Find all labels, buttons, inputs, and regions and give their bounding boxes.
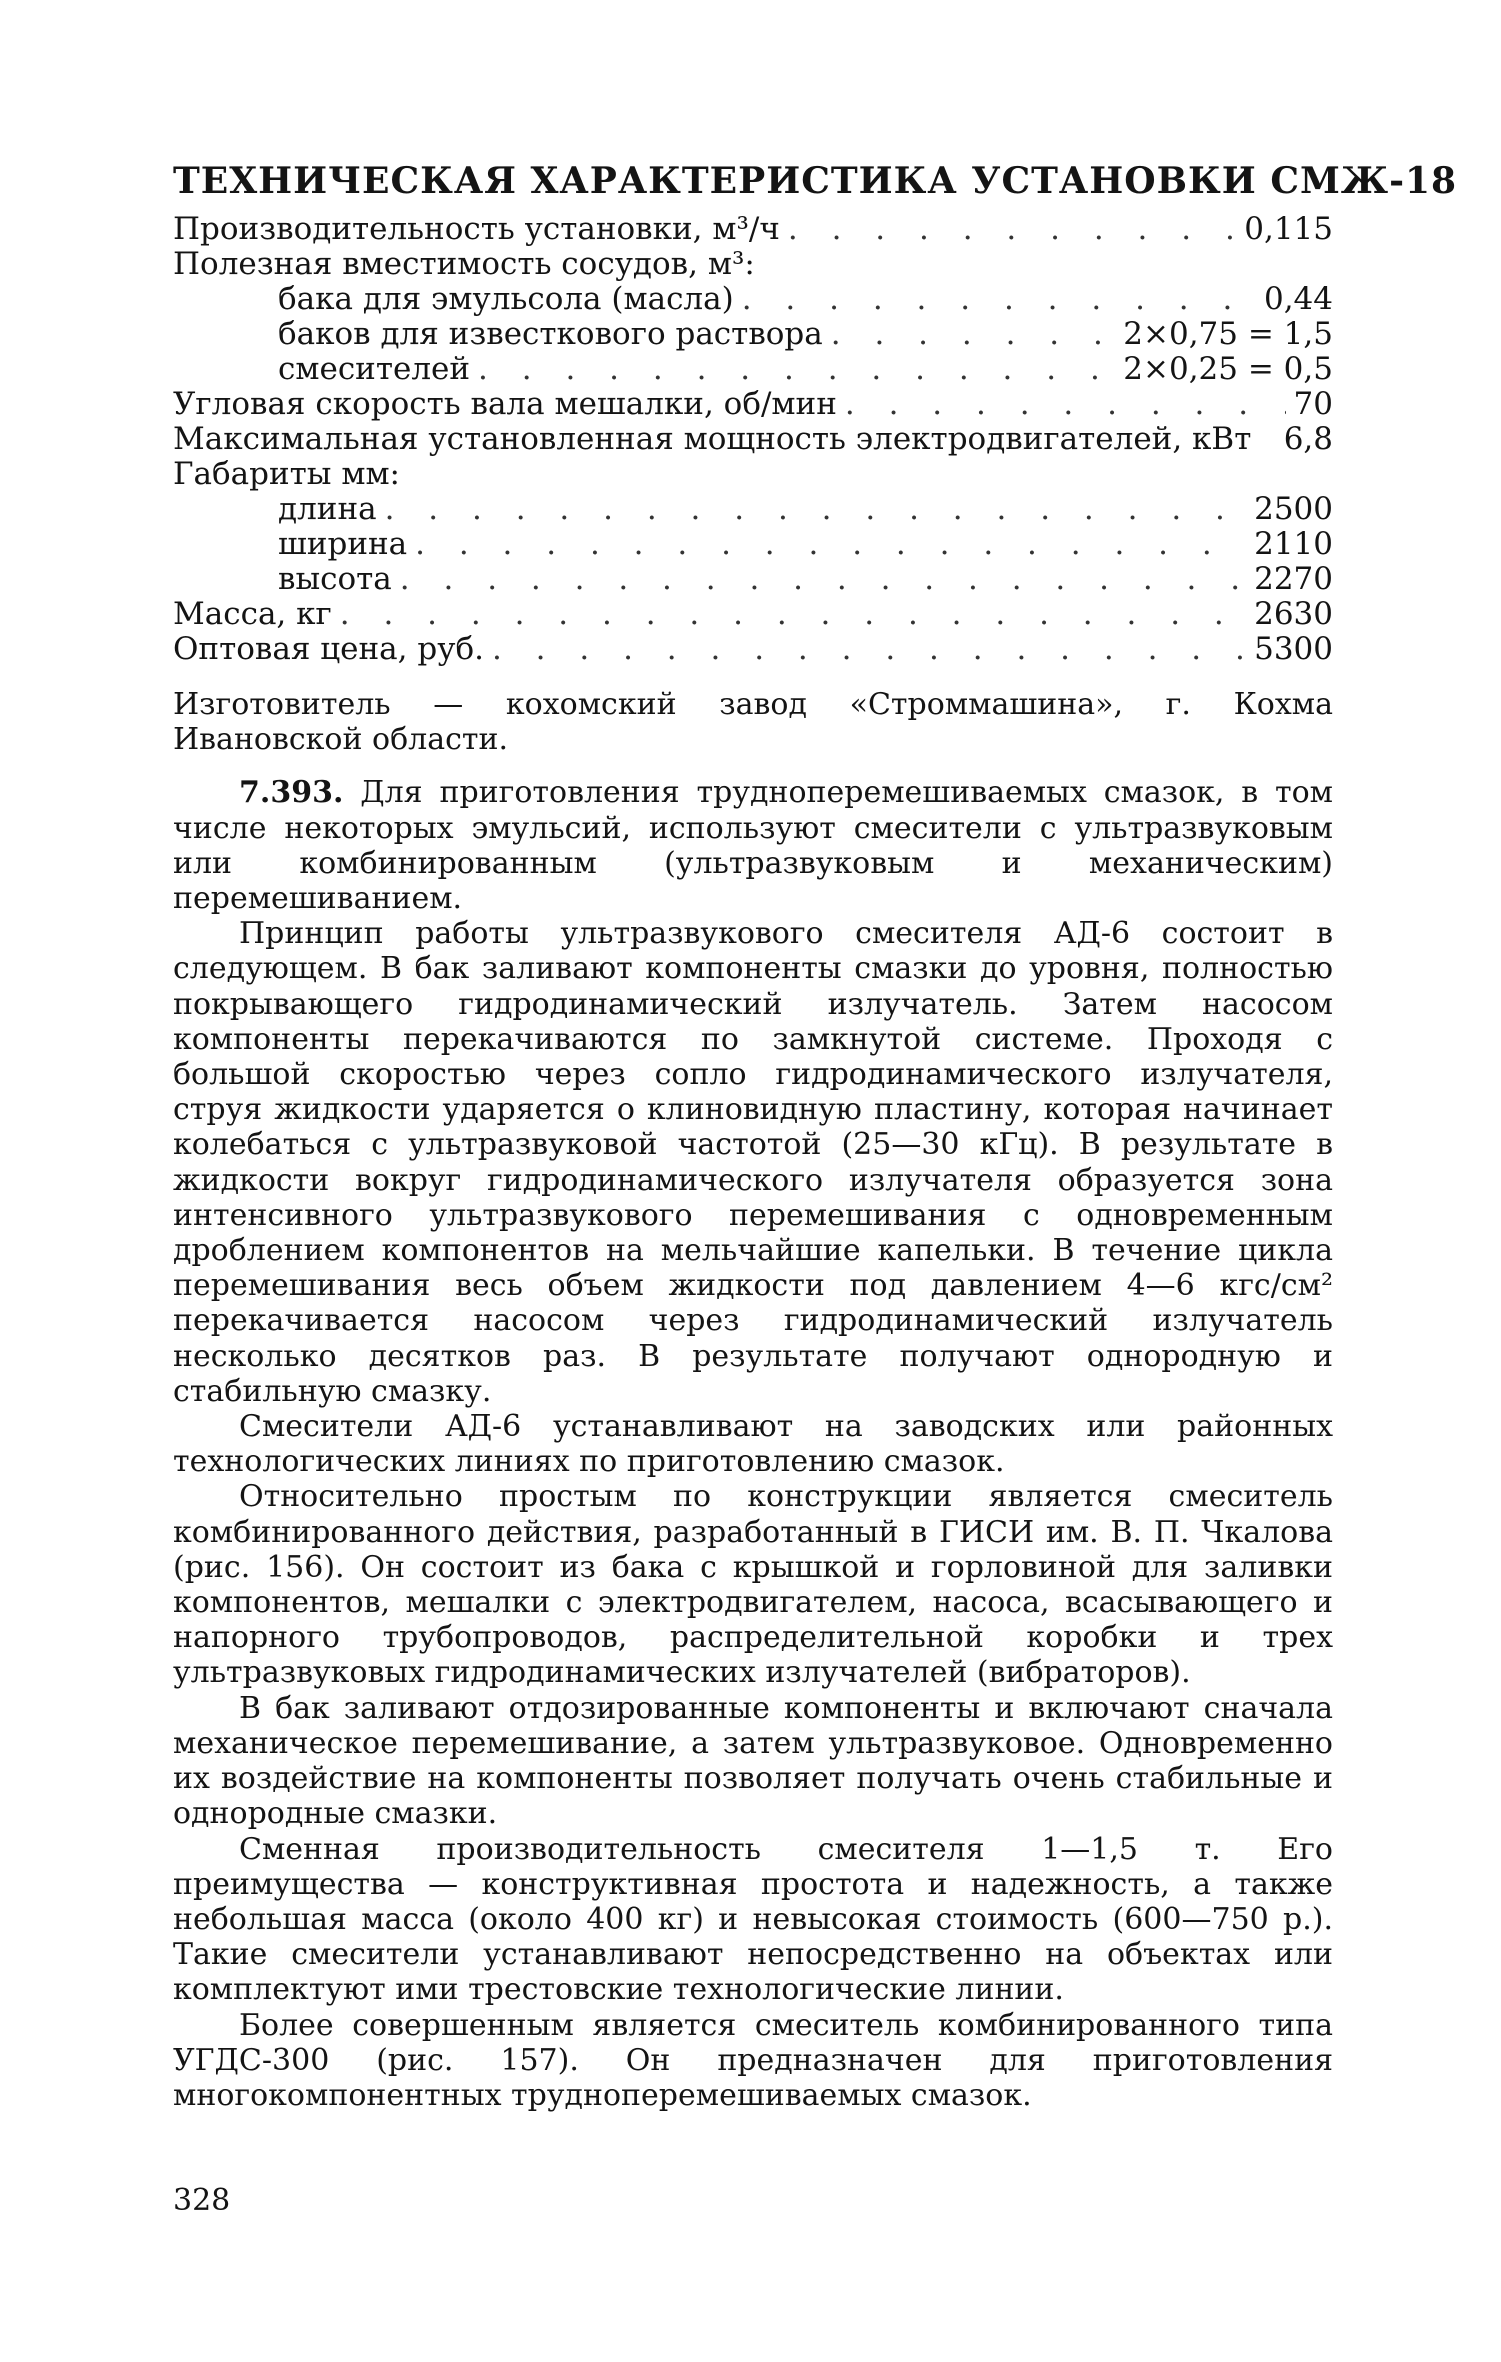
- spec-row-capacity-head: [173, 247, 1333, 282]
- spec-label: бака для эмульсола (масла): [278, 281, 734, 317]
- page-number: 328: [173, 2183, 231, 2218]
- spec-row-price: [173, 632, 1333, 667]
- page-body: [173, 160, 1458, 2113]
- spec-label: баков для известкового раствора: [278, 316, 823, 352]
- paragraph-gisi-mixer: Относительно простым по конструкции является смеситель комбинированного действия, разработанный в ГИСИ им. В. П. Чкалова (рис. 156). Он состоит из бака с крышкой и горловиной для заливки компонентов, мешалки с электродвигателем, насоса, всасывающего и напорного трубопроводов, распределительной коробки и трех ультразвуковых гидродинамических излучателей (вибраторов).: [173, 1479, 1333, 1691]
- spec-row-productivity: [173, 212, 1333, 247]
- leader-dots: [845, 387, 1286, 422]
- spec-label: Полезная вместимость сосудов, м³:: [173, 246, 755, 282]
- spec-label: длина: [278, 491, 377, 527]
- spec-label: высота: [278, 561, 392, 597]
- paragraph-productivity: Сменная производительность смесителя 1—1,5 т. Его преимущества — конструктивная простота и надежность, а также небольшая масса (около 400 кг) и невысокая стоимость (600—750 р.). Такие смесители устанавливают непосредственно на объектах или комплектуют ими трестовские технологические линии.: [173, 1831, 1333, 2008]
- leader-dots: [478, 352, 1115, 387]
- spec-row-width: [173, 527, 1333, 562]
- leader-dots: [340, 597, 1246, 632]
- spec-row-dims-head: [173, 457, 1333, 492]
- spec-value: 2630: [1254, 596, 1333, 632]
- leader-dots: [400, 562, 1246, 597]
- spec-value: 2×0,75 = 1,5: [1123, 316, 1333, 352]
- leader-dots: [385, 492, 1247, 527]
- spec-table: [173, 212, 1333, 667]
- spec-value: 2110: [1254, 526, 1333, 562]
- spec-label: ширина: [278, 526, 408, 562]
- spec-label: Максимальная установленная мощность электродвигателей, кВт: [173, 421, 1252, 457]
- paragraph-mixing-process: В бак заливают отдозированные компоненты и включают сначала механическое перемешивание, а затем ультразвуковое. Одновременно их воздействие на компоненты позволяет получать очень стабильные и однородные смазки.: [173, 1690, 1333, 1832]
- spec-value: 6,8: [1283, 421, 1333, 457]
- spec-value: 0,115: [1244, 211, 1333, 247]
- leader-dots: [415, 527, 1246, 562]
- spec-row-length: [173, 492, 1333, 527]
- spec-label: Оптовая цена, руб.: [173, 631, 484, 667]
- spec-label: Угловая скорость вала мешалки, об/мин: [173, 386, 837, 422]
- spec-value: 2500: [1254, 491, 1333, 527]
- paragraph-ad6-installation: Смесители АД-6 устанавливают на заводских или районных технологических линиях по приготовлению смазок.: [173, 1409, 1333, 1480]
- spec-row-lime-tanks: [173, 317, 1333, 352]
- spec-value: 2270: [1254, 561, 1333, 597]
- spec-table-title: ТЕХНИЧЕСКАЯ ХАРАКТЕРИСТИКА УСТАНОВКИ СМЖ-18: [173, 160, 1458, 202]
- paragraph-text: Для приготовления трудноперемешиваемых смазок, в том числе некоторых эмульсий, используют смесители с ультразвуковым или комбинированным (ультразвуковым и механическим) перемешиванием.: [173, 775, 1333, 917]
- spec-value: 5300: [1254, 631, 1333, 667]
- leader-dots: [831, 317, 1116, 352]
- spec-label: Габариты мм:: [173, 456, 401, 492]
- paragraph-ugds-300: Более совершенным является смеситель комбинированного типа УГДС-300 (рис. 157). Он предназначен для приготовления многокомпонентных трудноперемешиваемых смазок.: [173, 2007, 1333, 2113]
- paragraph-7-393: [173, 775, 1333, 916]
- paragraph-number: 7.393.: [239, 775, 344, 811]
- manufacturer-note: Изготовитель — кохомский завод «Строммашина», г. Кохма Ивановской области.: [173, 687, 1333, 758]
- spec-row-height: [173, 562, 1333, 597]
- spec-label: Производительность установки, м³/ч: [173, 211, 780, 247]
- spec-row-mixers: [173, 352, 1333, 387]
- leader-dots: [788, 212, 1236, 247]
- spec-label: смесителей: [278, 351, 471, 387]
- spec-row-mass: [173, 597, 1333, 632]
- spec-row-emulsol-tank: [173, 282, 1333, 317]
- leader-dots: [742, 282, 1256, 317]
- spec-row-max-power: [173, 422, 1333, 457]
- spec-row-shaft-speed: [173, 387, 1333, 422]
- leader-dots: [492, 632, 1246, 667]
- spec-value: 0,44: [1263, 281, 1333, 317]
- spec-value: 70: [1293, 386, 1333, 422]
- paragraph-ad6-principle: Принцип работы ультразвукового смесителя АД-6 состоит в следующем. В бак заливают компоненты смазки до уровня, полностью покрывающего гидродинамический излучатель. Затем насосом компоненты перекачиваются по замкнутой системе. Проходя с большой скоростью через сопло гидродинамического излучателя, струя жидкости ударяется о клиновидную пластину, которая начинает колебаться с ультразвуковой частотой (25—30 кГц). В результате в жидкости вокруг гидродинамического излучателя образуется зона интенсивного ультразвукового перемешивания с одновременным дроблением компонентов на мельчайшие капельки. В течение цикла перемешивания весь объем жидкости под давлением 4—6 кгс/см² перекачивается насосом через гидродинамический излучатель несколько десятков раз. В результате получают однородную и стабильную смазку.: [173, 916, 1333, 1409]
- spec-label: Масса, кг: [173, 596, 332, 632]
- spec-value: 2×0,25 = 0,5: [1123, 351, 1333, 387]
